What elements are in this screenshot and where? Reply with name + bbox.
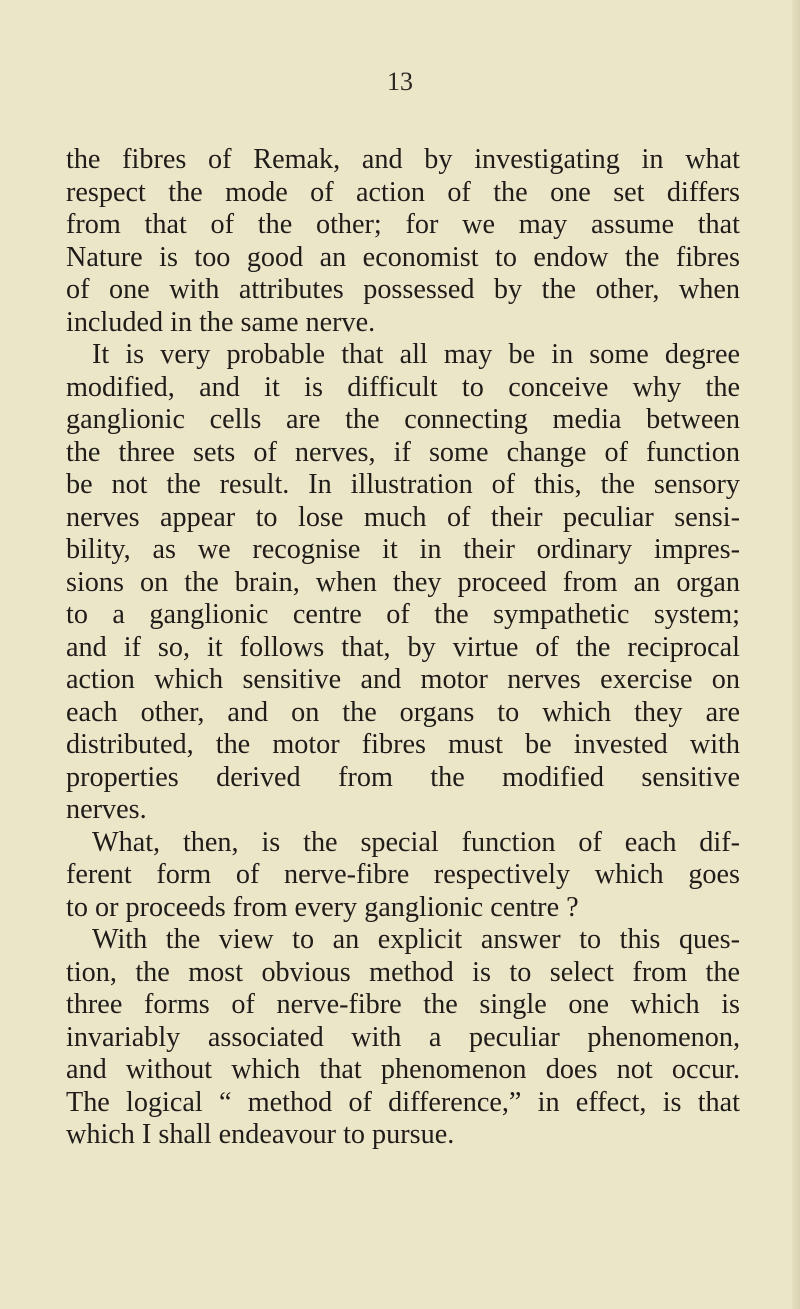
text-line: three forms of nerve-fibre the single one which is bbox=[66, 989, 740, 1020]
text-line: distributed, the motor fibres must be invested with bbox=[66, 729, 740, 760]
text-line: bility, as we recognise it in their ordinary impres- bbox=[66, 534, 740, 565]
text-line: to a ganglionic centre of the sympathetic system; bbox=[66, 599, 740, 630]
text-line: action which sensitive and motor nerves exercise on bbox=[66, 664, 740, 695]
text-line: invariably associated with a peculiar phenomenon, bbox=[66, 1021, 740, 1053]
text-line: With the view to an explicit answer to this ques- bbox=[92, 924, 740, 955]
text-line: of one with attributes possessed by the other, when bbox=[66, 274, 740, 305]
text-line: sions on the brain, when they proceed from an organ bbox=[66, 566, 740, 598]
text-line: It is very probable that all may be in some degree bbox=[92, 339, 740, 370]
text-line: ganglionic cells are the connecting media between bbox=[66, 404, 740, 435]
text-line: from that of the other; for we may assume that bbox=[66, 209, 740, 240]
text-line: ferent form of nerve-fibre respectively which goes bbox=[66, 859, 740, 890]
text-line: and without which that phenomenon does not occur. bbox=[66, 1054, 740, 1085]
text-line: each other, and on the organs to which they are bbox=[66, 696, 740, 728]
text-line: which I shall endeavour to pursue. bbox=[66, 1119, 455, 1150]
text-line: nerves. bbox=[66, 794, 147, 825]
text-line: The logical “ method of difference,” in effect, is that bbox=[66, 1086, 740, 1118]
text-line: respect the mode of action of the one set differs bbox=[66, 176, 740, 208]
text-line: the three sets of nerves, if some change of function bbox=[66, 436, 740, 468]
text-line: Nature is too good an economist to endow the fibres bbox=[66, 241, 740, 273]
text-line: tion, the most obvious method is to select from the bbox=[66, 956, 740, 988]
text-line: properties derived from the modified sensitive bbox=[66, 761, 740, 793]
text-line: to or proceeds from every ganglionic centre ? bbox=[66, 891, 579, 923]
page-number: 13 bbox=[387, 67, 413, 96]
text-line: modified, and it is difficult to conceive why the bbox=[66, 371, 740, 403]
text-line: included in the same nerve. bbox=[66, 306, 376, 338]
text-line: be not the result. In illustration of this, the sensory bbox=[66, 469, 740, 500]
text-line: the fibres of Remak, and by investigating in what bbox=[66, 144, 740, 175]
text-line: nerves appear to lose much of their peculiar sensi- bbox=[66, 501, 740, 533]
text-line: and if so, it follows that, by virtue of the reciprocal bbox=[66, 631, 740, 663]
text-line: What, then, is the special function of each dif- bbox=[92, 826, 740, 858]
page-edge bbox=[792, 0, 800, 1309]
body-text bbox=[66, 144, 740, 1152]
